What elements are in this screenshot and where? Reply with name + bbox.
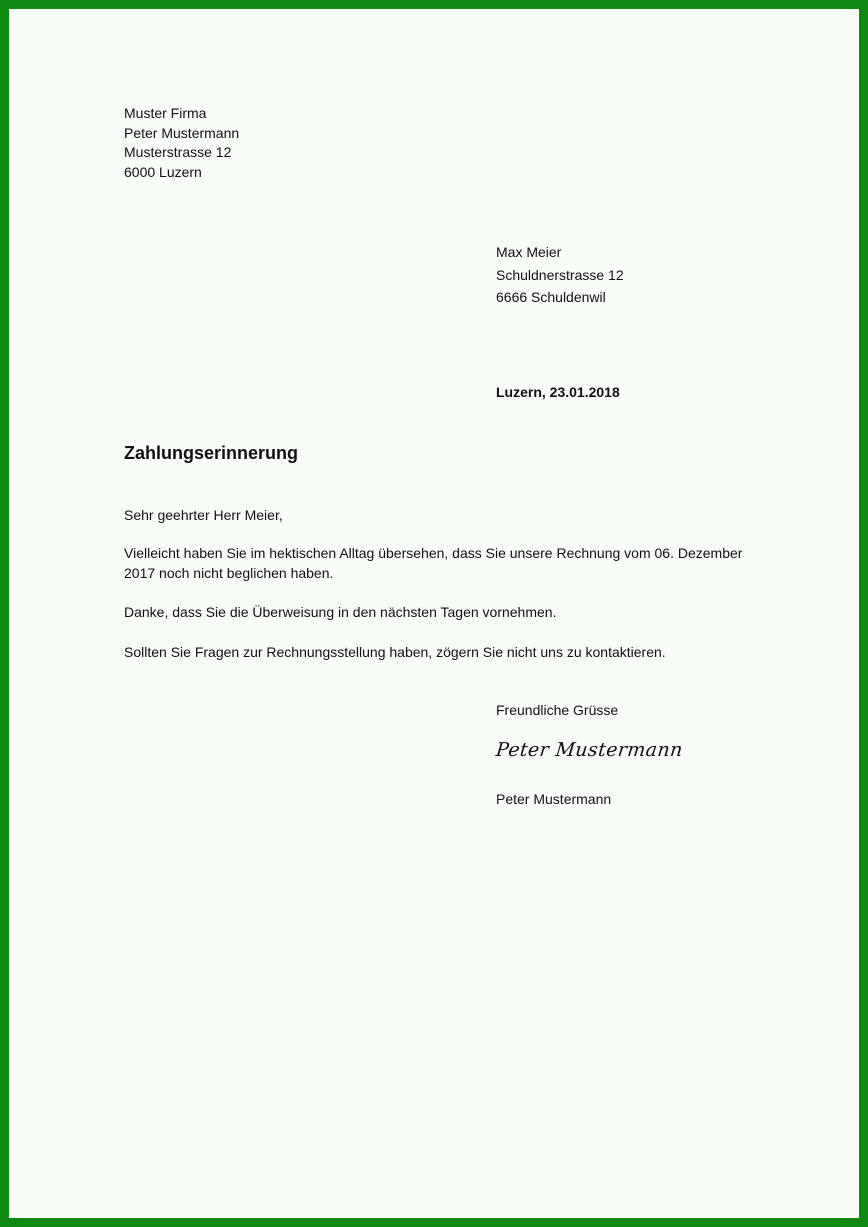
letter-subject: Zahlungserinnerung [124, 443, 299, 463]
body-paragraph-1: Vielleicht haben Sie im hektischen Alltag übersehen, dass Sie unsere Rechnung vom 06. Dezember 2017 noch nicht beglichen haben. [124, 545, 743, 581]
sender-address [124, 104, 239, 183]
sender-company: Muster Firma [124, 105, 207, 121]
recipient-street: Schuldnerstrasse 12 [496, 266, 624, 283]
recipient-city: 6666 Schuldenwil [496, 289, 606, 305]
letter-page [9, 9, 859, 1218]
recipient-address [496, 241, 624, 309]
sender-name: Peter Mustermann [124, 124, 240, 141]
sender-street: Musterstrasse 12 [124, 144, 232, 161]
closing: Freundliche Grüsse [496, 702, 619, 718]
signer-name: Peter Mustermann [496, 791, 612, 807]
recipient-name: Max Meier [496, 244, 562, 260]
sender-city: 6000 Luzern [124, 164, 202, 181]
salutation: Sehr geehrter Herr Meier, [124, 507, 283, 523]
body-paragraph-3: Sollten Sie Fragen zur Rechnungsstellung haben, zögern Sie nicht uns zu kontaktieren. [124, 644, 666, 660]
handwritten-signature: Peter Mustermann [494, 739, 684, 761]
date-line: Luzern, 23.01.2018 [496, 384, 620, 400]
body-paragraph-2: Danke, dass Sie die Überweisung in den nächsten Tagen vornehmen. [124, 604, 557, 620]
